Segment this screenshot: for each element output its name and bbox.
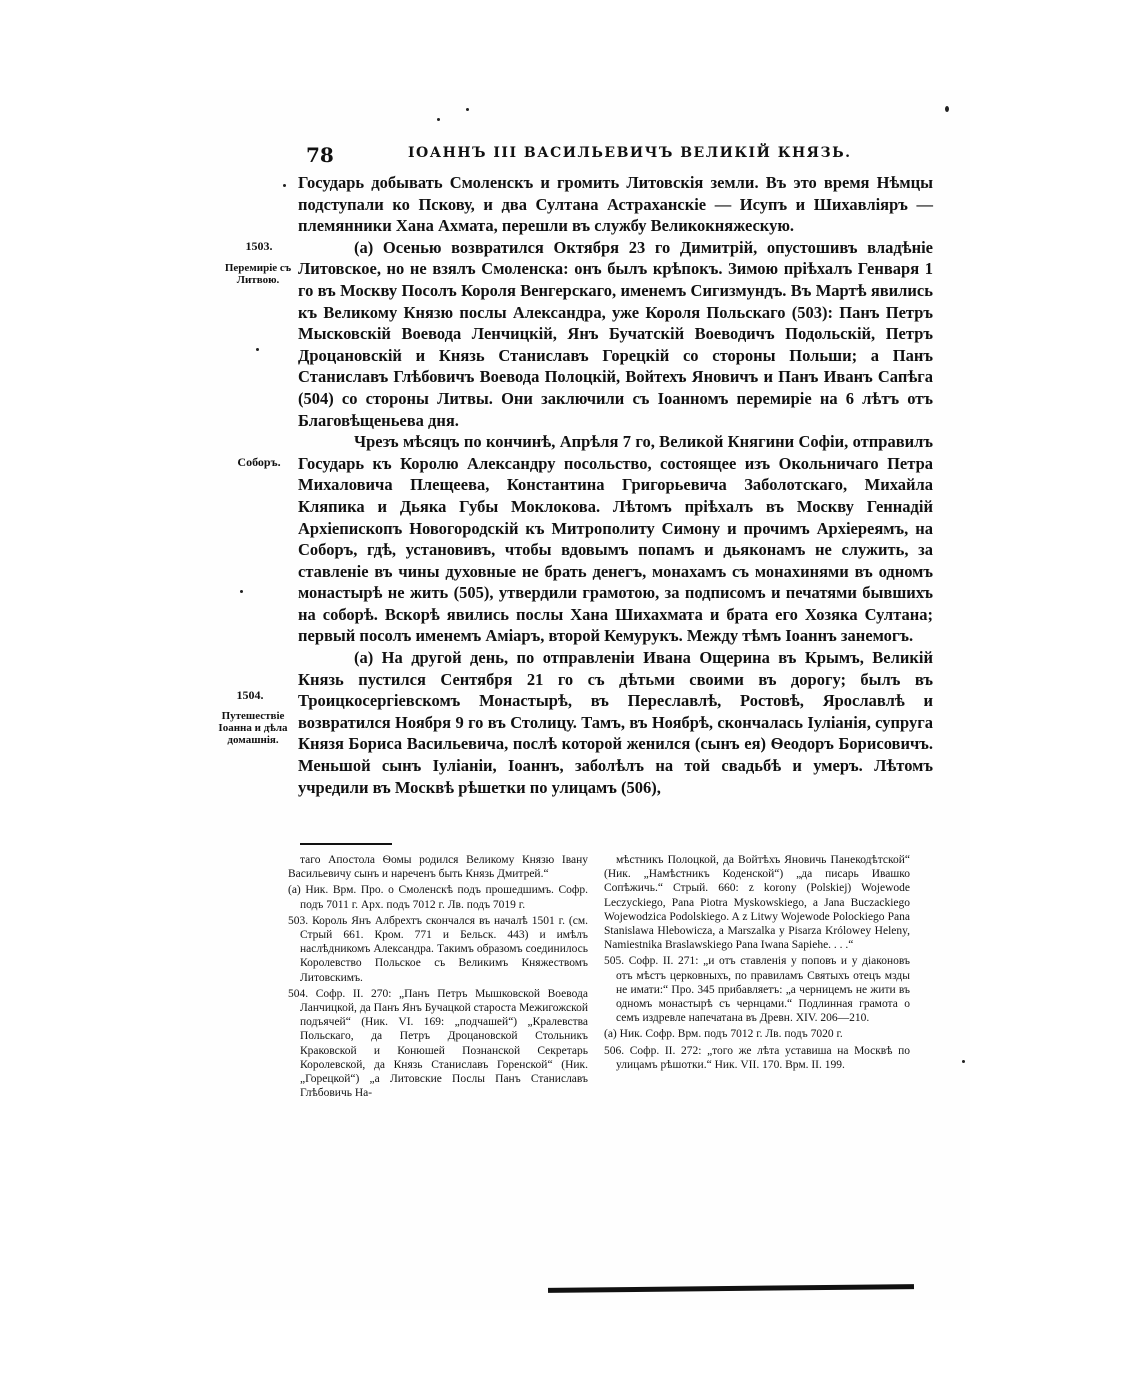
paragraph: Чрезъ мѣсяцъ по кончинѣ, Апрѣля 7 го, Великой Княгини Софіи, отправилъ Государь къ Королю Александру посольство, состоящее изъ Окольничаго Петра Михаловича Плещеева, Константина Григорьевича Заболотскаго, Михайла Кляпика и Дьяка Губы Моклокова. Лѣтомъ пріѣхалъ въ Москву Геннадій Архіепископъ Новогородскій къ Митрополиту Симону и прочимъ Архіереямъ, на Соборъ, гдѣ, установивъ, чтобы вдовымъ попамъ и дьяконамъ не служить, за ставленіе въ чины духовные не брать денегъ, монахамъ съ монахинями въ одномъ монастырѣ не жить (505), утвердили грамотою, за подписомъ и печатями бывшихъ на соборѣ. Вскорѣ явились послы Хана Шихахмата и брата его Хозяка Султана; первый посолъ именемъ Аміаръ, второй Кемурукъ. Между тѣмъ Іоаннъ занемогъ. [298, 432, 933, 646]
page-number: 78 [306, 143, 334, 167]
footnote: таго Апостола Ѳомы родился Великому Князю Івану Васильевичу сынъ и нареченъ быть Князь Дмитрей.“ [288, 854, 588, 881]
margin-truce-label: Перемиріе съ Литвою. [224, 262, 292, 286]
footnote-rule [300, 843, 392, 845]
footnote: (а) Ник. Врм. Про. о Смоленскѣ подъ прошедшимъ. Софр. подъ 7011 г. Арх. подъ 7012 г. Лв. подъ 7019 г. [288, 884, 588, 911]
footnote: 504. Софр. II. 270: „Панъ Петръ Мышковской Воевода Ланчицкой, да Панъ Янъ Бучацкой староста Межигожской подъячей“ (Ник. VI. 169: „подчашей“) „Кралевства Польскаго, да Петръ Дроцановской Стольникъ Краковской и Конюшей Познанской Секретарь Королевской, да Князь Станиславъ Горенской“ (Ник. „Горецкой“) „а Литовские Послы Панъ Станиславъ Глѣбовичь На- [288, 987, 588, 1100]
footnote: 503. Король Янъ Албрехтъ скончался въ началѣ 1501 г. (см. Стрый 661. Кром. 771 и Бельск. 443) и имѣлъ наслѣдникомъ Александра. Такимъ образомъ соединилось Королевство Польское съ Великимъ Княжествомъ Литовскимъ. [288, 914, 588, 984]
margin-year-1503: 1503. [245, 239, 273, 253]
margin-year-1504: 1504. [236, 688, 264, 702]
scan-speck [437, 118, 440, 121]
footnote: 505. Софр. II. 271: „и отъ ставленія у поповъ и у діаконовъ отъ мѣстъ церковныхъ, по правиламъ Святыхъ отецъ мзды не имати:“ Про. 345 прибавляетъ: „а черницемъ не жити въ одномъ монастырѣ съ чернцами.“ Подлинная грамота о семъ издревле напечатана въ Древн. XIV. 206—210. [604, 955, 910, 1025]
scan-speck [240, 590, 243, 593]
main-text [298, 172, 933, 798]
paragraph: (а) На другой день, по отправленіи Ивана Ощерина въ Крымъ, Великій Князь пустился Сентября 21 го съ дѣтьми своими въ дорогу; былъ въ Троицкосергіевскомъ Монастырѣ, въ Переславлѣ, Ростовѣ, Ярославлѣ и возвратился Ноября 9 го въ Столицу. Тамъ, въ Ноябрѣ, скончалась Іуліанія, супруга Князя Бориса Васильевича, послѣ которой женился (сынъ ея) Ѳеодоръ Борисовичъ. Меньшой сынъ Іуліаніи, Іоаннъ, заболѣлъ на той свадьбѣ и умеръ. Лѣтомъ учредили въ Москвѣ рѣшетки по улицамъ (506), [298, 648, 933, 797]
scan-speck [945, 106, 949, 112]
margin-council-label: Соборъ. [237, 455, 281, 469]
margin-journey-label: Путешествіе Іоанна и дѣла домашнія. [218, 710, 288, 746]
scan-speck [466, 108, 469, 111]
scan-speck [283, 184, 286, 187]
running-title: ІОАННЪ III ВАСИЛЬЕВИЧЪ ВЕЛИКІЙ КНЯЗЬ. [408, 145, 852, 161]
scan-speck [962, 1060, 965, 1063]
footnotes-left [288, 853, 588, 1102]
footnotes-right [604, 853, 910, 1074]
footnote: (а) Ник. Софр. Врм. подъ 7012 г. Лв. подъ 7020 г. [604, 1028, 843, 1041]
footnote: 506. Софр. II. 272: „того же лѣта уставиша на Москвѣ по улицамъ рѣшотки.“ Ник. VII. 170. Врм. II. 199. [604, 1044, 910, 1071]
footnote: мѣстникъ Полоцкой, да Войтѣхъ Яновичь Панекодѣтской“ (Ник. „Намѣстникъ Коденской“) „да писарь Ивашко Сопѣжичь.“ Стрый. 660: z korony (Polskiej) Wojewode Leczyckiego, Pana Piotra Myskowskiego, a Jana Buczackiego Wojewodzica Podolskiego. A z Litwy Wojewode Polockiego Pana Stanislawa Hlebowicza, a Marszalka y Pisarza Królowey Heleny, Namiestnika Braslawskiego Pana Iwana Sapiehe. . . .“ [604, 854, 910, 952]
paragraph: Государь добывать Смоленскъ и громить Литовскія земли. Въ это время Нѣмцы подступали ко Пскову, и два Султана Астраханскіе — Исупъ и Шихавліяръ — племянники Хана Ахмата, перешли въ службу Великокняжескую. [298, 173, 933, 236]
paragraph: (а) Осенью возвратился Октября 23 го Димитрій, опустошивъ владѣніе Литовское, но не взялъ Смоленска: онъ былъ крѣпокъ. Зимою пріѣхалъ Генваря 1 го въ Москву Посолъ Короля Венгерскаго, именемъ Сигизмундъ. Въ Мартѣ явились къ Великому Князю послы Александра, уже Короля Польскаго (503): Панъ Петръ Мысковскій Воевода Ленчицкій, Янъ Бучатскій Воеводичъ Подольскій, Петръ Дроцановскій и Князь Станиславъ Горецкій со стороны Польши; а Панъ Станиславъ Глѣбовичъ Воевода Полоцкій, Войтехъ Яновичъ и Панъ Иванъ Сапѣга (504) со стороны Литвы. Они заключили съ Іоанномъ перемиріе на 6 лѣтъ отъ Благовѣщеньева дня. [298, 237, 933, 430]
scan-speck [256, 348, 259, 351]
